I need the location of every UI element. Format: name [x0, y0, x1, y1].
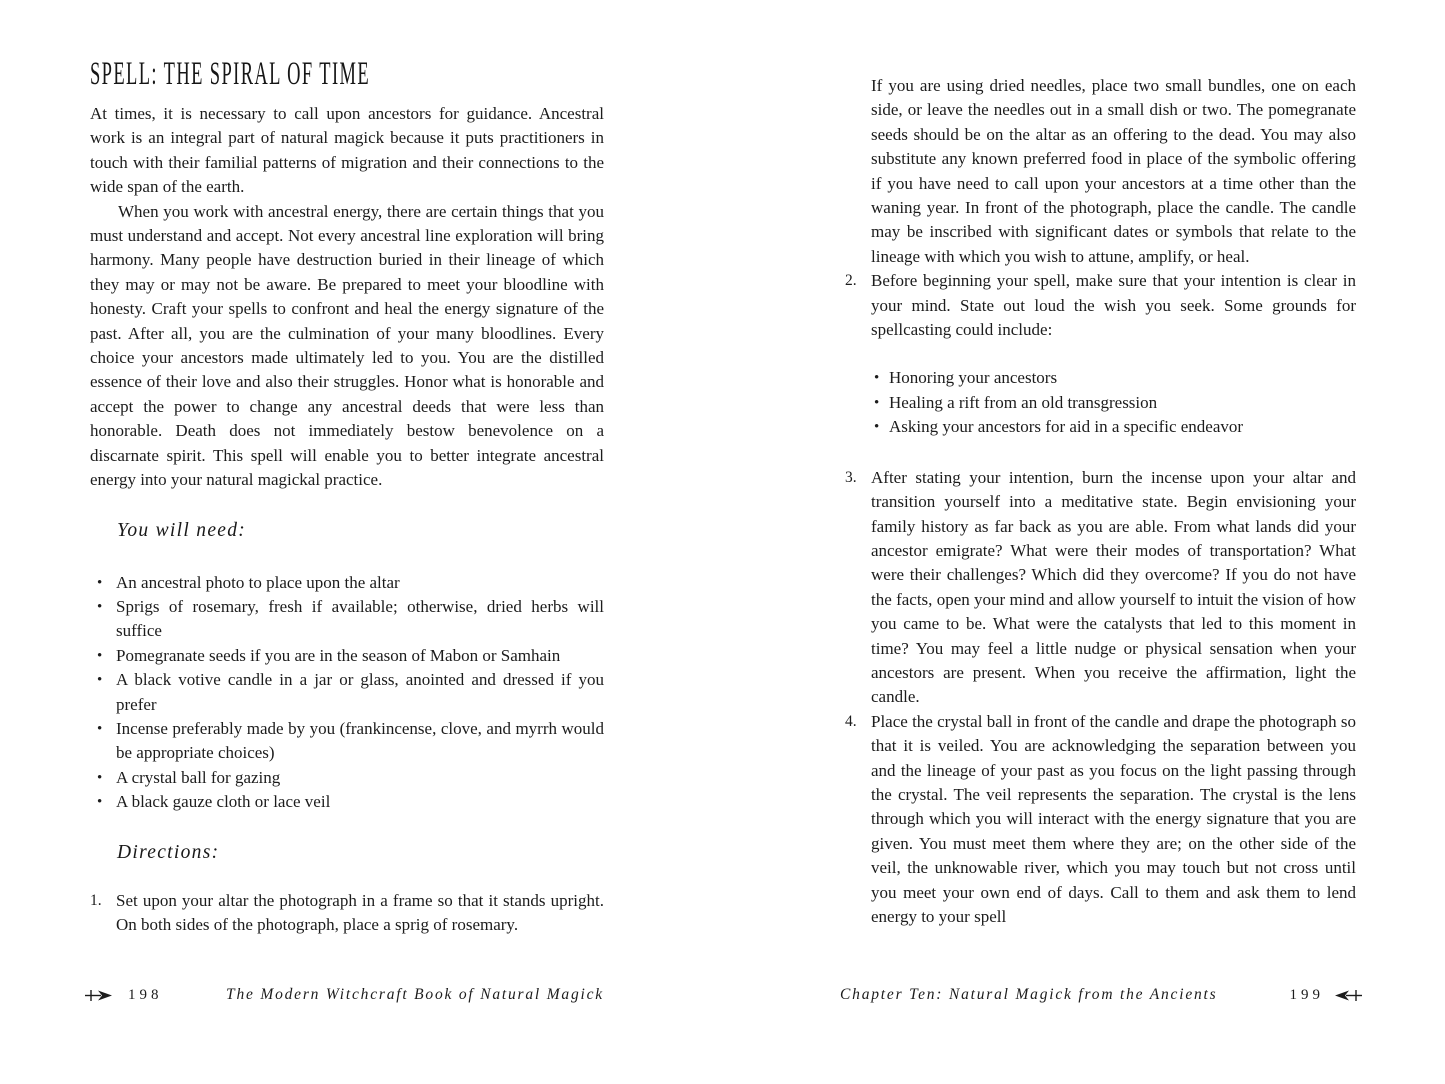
step-number: 1.	[90, 891, 102, 909]
right-page	[845, 74, 1356, 929]
arrow-left-ornament-icon	[1334, 989, 1362, 1002]
left-page-footer	[85, 983, 604, 1007]
supplies-list	[90, 571, 604, 815]
step-number: 2.	[845, 272, 857, 290]
page-number: 199	[1289, 986, 1324, 1003]
supply-item: • A crystal ball for gazing	[90, 766, 604, 790]
right-page-footer	[840, 983, 1362, 1007]
page-number: 198	[128, 986, 163, 1003]
supply-item: • A black gauze cloth or lace veil	[90, 790, 604, 814]
ground-item: • Asking your ancestors for aid in a specific endeavor	[873, 415, 1356, 439]
supply-item: • Pomegranate seeds if you are in the season of Mabon or Samhain	[90, 644, 604, 668]
step-1-continuation-text: If you are using dried needles, place two small bundles, one on each side, or leave the needles out in a small dish or two. The pomegranate seeds should be on the altar as an offering to the dead. You may also substitute any known preferred food in place of the symbolic offering if you have need to call upon your ancestors at a time other than the waning year. In front of the photograph, place the candle. The candle may be inscribed with significant dates or symbols that relate to the lineage with which you wish to attune, amplify, or heal.	[871, 76, 1356, 266]
step-text: Before beginning your spell, make sure that your intention is clear in your mind. State out loud the wish you seek. Some grounds for spellcasting could include:	[871, 271, 1356, 340]
chapter-title-running-head: Chapter Ten: Natural Magick from the Ancients	[840, 986, 1218, 1003]
arrow-right-ornament-icon	[85, 989, 113, 1002]
supply-item: • Sprigs of rosemary, fresh if available; otherwise, dried herbs will suffice	[90, 595, 604, 644]
direction-step-1	[90, 889, 604, 938]
intro-paragraph: At times, it is necessary to call upon ancestors for guidance. Ancestral work is an integral part of natural magick because it puts practitioners in touch with their familial patterns of migration and their connections to the wide span of the earth.	[90, 104, 604, 197]
spellcasting-grounds-list	[873, 366, 1356, 439]
supply-item: • Incense preferably made by you (frankincense, clove, and myrrh would be appropriate choices)	[90, 717, 604, 766]
step-text: Set upon your altar the photograph in a frame so that it stands upright. On both sides of the photograph, place a sprig of rosemary.	[116, 890, 604, 934]
direction-step-3	[845, 466, 1356, 710]
ground-item: • Honoring your ancestors	[873, 366, 1356, 390]
step-number: 4.	[845, 712, 857, 730]
spell-title: SPELL: THE SPIRAL OF TIME	[90, 56, 371, 92]
left-page	[90, 56, 604, 937]
step-text: Place the crystal ball in front of the candle and drape the photograph so that it is veiled. You are acknowledging the separation between you and the lineage of your past as you focus on the light passing through the crystal. The veil represents the separation. The crystal is the lens through which you will interact with the energy signature that you are given. You must meet them where they are; on the other side of the veil, the unknowable river, which you may touch but not cross until you meet your own end of days. Call to them and ask them to lend energy to your spell	[871, 711, 1356, 926]
book-title-running-head: The Modern Witchcraft Book of Natural Magick	[226, 986, 604, 1003]
direction-step-2	[845, 269, 1356, 465]
step-number: 3.	[845, 468, 857, 486]
directions-heading: Directions:	[117, 841, 220, 863]
direction-step-4	[845, 710, 1356, 930]
ground-item: • Healing a rift from an old transgression	[873, 391, 1356, 415]
supply-item: • A black votive candle in a jar or glass, anointed and dressed if you prefer	[90, 668, 604, 717]
step-text: After stating your intention, burn the incense upon your altar and transition yourself into a meditative state. Begin envisioning your family history as far back as you are able. From what lands did your ancestor emigrate? What were their modes of transportation? What were their challenges? Which did they overcome? If you do not have the facts, open your mind and allow yourself to intuit the vision of how you came to be. What were the catalysts that led to this moment in time? You may feel a little nudge or physical sensation when your ancestors are present. When you receive the affirmation, light the candle.	[871, 467, 1356, 707]
intro-paragraph: When you work with ancestral energy, there are certain things that you must understand and accept. Not every ancestral line exploration will bring harmony. Many people have destruction buried in their lineage of which they may or may not be aware. Be prepared to meet your bloodline with honesty. Craft your spells to confront and heal the energy signature of the past. After all, you are the culmination of your many bloodlines. Every choice your ancestors made ultimately led to you. You are the distilled essence of their love and also their struggles. Honor what is honorable and accept the power to change any ancestral deeds that were less than honorable. Death does not immediately bestow benevolence on a discarnate spirit. This spell will enable you to better integrate ancestral energy into your natural magickal practice.	[90, 201, 604, 490]
supplies-heading: You will need:	[117, 519, 247, 541]
supply-item: • An ancestral photo to place upon the altar	[90, 571, 604, 595]
